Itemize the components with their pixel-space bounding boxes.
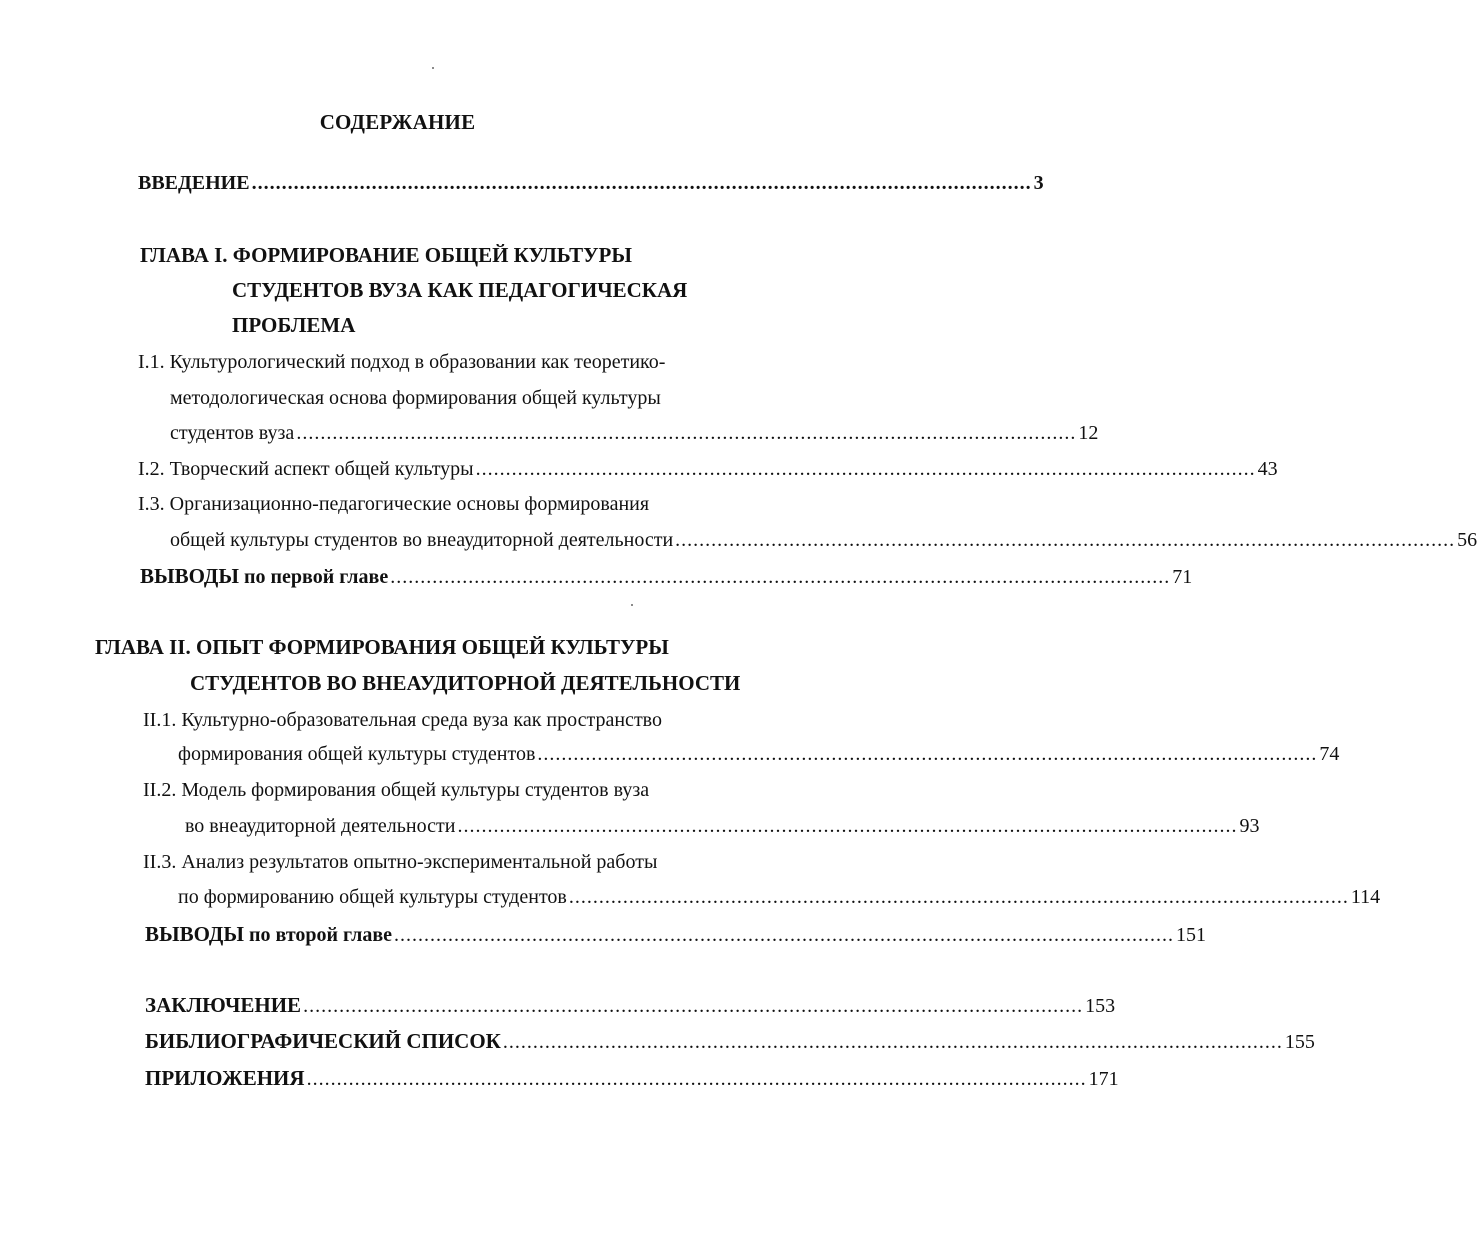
toc-entry-2-3[interactable] bbox=[178, 882, 1381, 912]
dot-leader: .................................................................................................................................. bbox=[306, 1068, 1087, 1090]
toc-page-number: 153 bbox=[1085, 995, 1116, 1017]
dot-leader: .................................................................................................................................. bbox=[568, 886, 1349, 908]
toc-page-number: 43 bbox=[1257, 458, 1278, 480]
conclusions-bold: ВЫВОДЫ bbox=[140, 564, 239, 588]
dot-leader: .................................................................................................................................. bbox=[251, 172, 1032, 194]
toc-entry-1-2[interactable] bbox=[138, 454, 1278, 484]
dot-leader: .................................................................................................................................. bbox=[475, 458, 1256, 480]
scan-speck bbox=[631, 604, 633, 606]
conclusions-rest: по первой главе bbox=[244, 566, 389, 588]
toc-entry-1-3-line1: I.3. Организационно-педагогические основы формирования bbox=[138, 493, 650, 515]
toc-page-number: 56 bbox=[1457, 529, 1477, 551]
chapter-1-heading-line2: СТУДЕНТОВ ВУЗА КАК ПЕДАГОГИЧЕСКАЯ bbox=[232, 278, 688, 302]
conclusions-rest: по второй главе bbox=[249, 924, 392, 946]
chapter-2-heading-line2: СТУДЕНТОВ ВО ВНЕАУДИТОРНОЙ ДЕЯТЕЛЬНОСТИ bbox=[190, 671, 741, 695]
toc-entry-2-3-line1: II.3. Анализ результатов опытно-экспериментальной работы bbox=[143, 851, 658, 873]
toc-entry-2-1[interactable] bbox=[178, 739, 1340, 769]
chapter-2-heading-line1: ГЛАВА II. ОПЫТ ФОРМИРОВАНИЯ ОБЩЕЙ КУЛЬТУРЫ bbox=[95, 635, 669, 659]
chapter-1-heading-line1: ГЛАВА I. ФОРМИРОВАНИЕ ОБЩЕЙ КУЛЬТУРЫ bbox=[140, 243, 632, 267]
toc-page-number: 3 bbox=[1033, 172, 1044, 194]
dot-leader: .................................................................................................................................. bbox=[296, 422, 1077, 444]
toc-entry-label: во внеаудиторной деятельности bbox=[185, 815, 456, 837]
toc-entry-conclusion[interactable] bbox=[145, 990, 1116, 1020]
toc-entry-label: ВВЕДЕНИЕ bbox=[138, 172, 250, 194]
toc-page-number: 114 bbox=[1350, 886, 1381, 908]
scan-speck bbox=[432, 67, 434, 69]
toc-page-number: 151 bbox=[1176, 924, 1206, 946]
toc-entry-label bbox=[145, 919, 392, 950]
toc-page-number: 12 bbox=[1078, 422, 1099, 444]
toc-entry-conclusions-1[interactable] bbox=[140, 561, 1193, 591]
toc-entry-1-1-line1: I.1. Культурологический подход в образовании как теоретико- bbox=[138, 351, 666, 373]
toc-entry-label: ЗАКЛЮЧЕНИЕ bbox=[145, 993, 302, 1017]
dot-leader: .................................................................................................................................. bbox=[303, 995, 1084, 1017]
toc-entry-label: I.2. Творческий аспект общей культуры bbox=[138, 458, 474, 480]
toc-entry-bibliography[interactable] bbox=[145, 1026, 1315, 1056]
toc-entry-label bbox=[140, 561, 388, 592]
toc-entry-2-2-line1: II.2. Модель формирования общей культуры студентов вуза bbox=[143, 779, 650, 801]
toc-entry-1-1-line2: методологическая основа формирования общей культуры bbox=[170, 387, 661, 409]
toc-page-number: 71 bbox=[1172, 566, 1193, 588]
toc-entry-1-1[interactable] bbox=[170, 418, 1099, 448]
toc-entry-label: ПРИЛОЖЕНИЯ bbox=[145, 1066, 305, 1090]
chapter-1-heading-line3: ПРОБЛЕМА bbox=[232, 313, 356, 337]
page-title: СОДЕРЖАНИЕ bbox=[319, 110, 476, 134]
toc-entry-label: студентов вуза bbox=[170, 422, 295, 444]
toc-entry-2-2[interactable] bbox=[185, 811, 1260, 841]
dot-leader: .................................................................................................................................. bbox=[457, 815, 1238, 837]
toc-page-number: 74 bbox=[1319, 743, 1340, 765]
dot-leader: .................................................................................................................................. bbox=[390, 566, 1171, 588]
toc-entry-appendices[interactable] bbox=[145, 1063, 1119, 1093]
dot-leader: .................................................................................................................................. bbox=[394, 924, 1174, 946]
toc-page-number: 171 bbox=[1088, 1068, 1119, 1090]
dot-leader: .................................................................................................................................. bbox=[502, 1031, 1283, 1053]
toc-entry-1-3[interactable] bbox=[170, 525, 1477, 555]
toc-page-number: 155 bbox=[1284, 1031, 1315, 1053]
dot-leader: .................................................................................................................................. bbox=[537, 743, 1318, 765]
toc-entry-intro[interactable] bbox=[138, 168, 1044, 198]
toc-entry-label: по формированию общей культуры студентов bbox=[178, 886, 567, 908]
toc-entry-2-1-line1: II.1. Культурно-образовательная среда вуза как пространство bbox=[143, 709, 662, 731]
toc-page-number: 93 bbox=[1239, 815, 1260, 837]
toc-entry-label: общей культуры студентов во внеаудиторной деятельности bbox=[170, 529, 674, 551]
dot-leader: .................................................................................................................................. bbox=[675, 529, 1456, 551]
toc-entry-label: формирования общей культуры студентов bbox=[178, 743, 536, 765]
toc-entry-conclusions-2[interactable] bbox=[145, 919, 1206, 949]
conclusions-bold: ВЫВОДЫ bbox=[145, 922, 244, 946]
toc-entry-label: БИБЛИОГРАФИЧЕСКИЙ СПИСОК bbox=[145, 1029, 501, 1053]
